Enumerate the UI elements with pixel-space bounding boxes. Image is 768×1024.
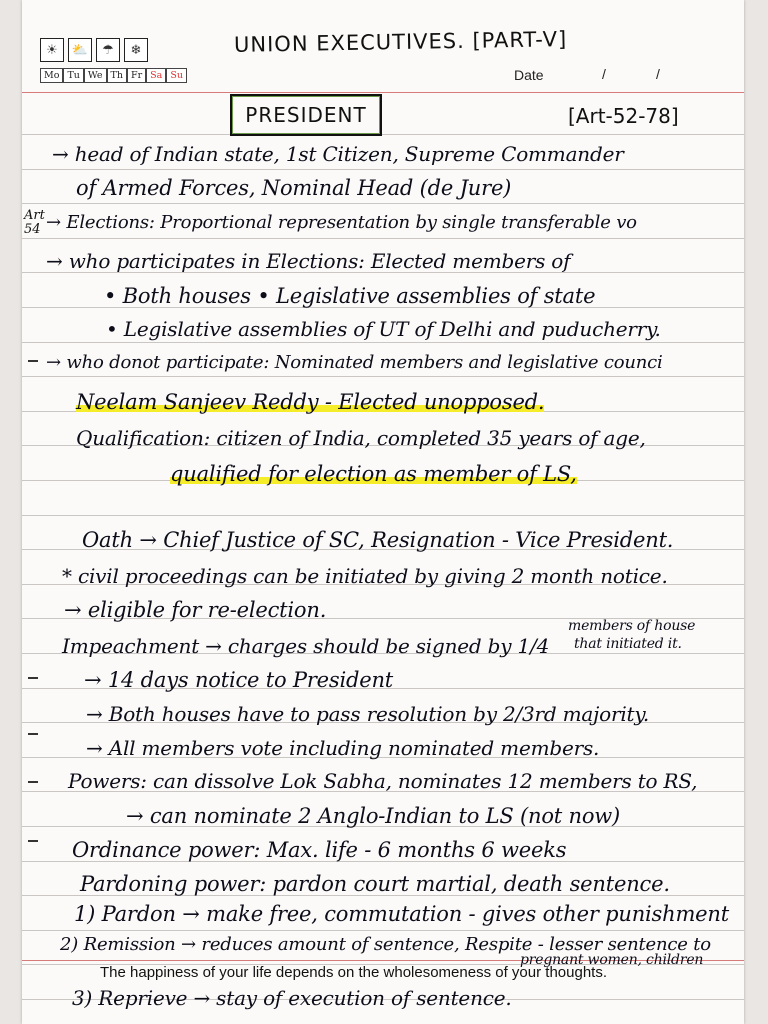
snow-icon: ❄: [124, 38, 148, 62]
note-line-highlighted: qualified for election as member of LS,: [170, 462, 577, 486]
note-line: → Elections: Proportional representation by single transferable vo: [46, 212, 637, 233]
note-line: → 14 days notice to President: [84, 668, 394, 692]
section-heading: PRESIDENT: [230, 94, 382, 136]
ruled-line: [22, 376, 744, 377]
note-line: • Legislative assemblies of UT of Delhi and puducherry.: [106, 317, 661, 341]
rain-icon: ☂: [96, 38, 120, 62]
day-fr: Fr: [127, 68, 146, 83]
article-reference: [Art-52-78]: [568, 104, 679, 128]
day-su: Su: [166, 68, 187, 83]
note-line: Oath → Chief Justice of SC, Resignation - Vice President.: [82, 528, 674, 552]
date-separator-1: /: [602, 66, 606, 82]
day-mo: Mo: [40, 68, 63, 83]
note-line: → can nominate 2 Anglo-Indian to LS (not now): [126, 804, 621, 828]
margin-tick: [28, 360, 38, 362]
margin-tick: [28, 840, 38, 842]
footer-quote: The happiness of your life depends on the wholesomeness of your thoughts.: [100, 964, 607, 981]
note-line: → All members vote including nominated members.: [86, 736, 600, 760]
ruled-line: [22, 930, 744, 931]
margin-note-art: Art: [24, 208, 45, 223]
note-line: Impeachment → charges should be signed by 1/4: [62, 634, 550, 658]
note-line: • Both houses • Legislative assemblies of state: [104, 284, 596, 308]
note-annotation: that initiated it.: [574, 636, 682, 652]
day-tu: Tu: [63, 68, 83, 83]
ruled-line: [22, 515, 744, 516]
header-divider: [22, 92, 744, 93]
note-line: → who donot participate: Nominated members and legislative counci: [46, 352, 663, 373]
note-line: → who participates in Elections: Elected members of: [46, 249, 571, 273]
margin-tick: [28, 781, 38, 783]
note-line: Qualification: citizen of India, completed 35 years of age,: [76, 426, 646, 450]
ruled-line: [22, 238, 744, 239]
page-title: UNION EXECUTIVES. [PART-V]: [233, 27, 568, 57]
note-line: * civil proceedings can be initiated by giving 2 month notice.: [62, 564, 668, 588]
weather-icons: [40, 38, 148, 62]
weekday-selector: [40, 68, 187, 83]
note-annotation: pregnant women, children: [520, 952, 704, 968]
date-separator-2: /: [656, 66, 660, 82]
note-line: → eligible for re-election.: [64, 598, 327, 622]
ruled-line: [22, 134, 744, 135]
note-line-highlighted: Neelam Sanjeev Reddy - Elected unopposed.: [76, 390, 545, 414]
sun-cloud-icon: ⛅: [68, 38, 92, 62]
margin-note-54: 54: [24, 222, 41, 237]
day-sa: Sa: [146, 68, 166, 83]
margin-tick: [28, 733, 38, 735]
notebook-page: [22, 0, 744, 1024]
note-line: Ordinance power: Max. life - 6 months 6 weeks: [72, 838, 567, 862]
note-line: 1) Pardon → make free, commutation - gives other punishment: [74, 902, 729, 926]
note-line: of Armed Forces, Nominal Head (de Jure): [76, 176, 512, 200]
day-th: Th: [107, 68, 127, 83]
note-annotation: members of house: [568, 618, 696, 634]
sun-icon: ☀: [40, 38, 64, 62]
margin-tick: [28, 677, 38, 679]
ruled-line: [22, 203, 744, 204]
note-line: → head of Indian state, 1st Citizen, Supreme Commander: [52, 142, 624, 166]
note-line: Powers: can dissolve Lok Sabha, nominates 12 members to RS,: [68, 769, 698, 793]
note-line: → Both houses have to pass resolution by 2/3rd majority.: [86, 702, 649, 726]
ruled-line: [22, 342, 744, 343]
note-line: Pardoning power: pardon court martial, death sentence.: [80, 872, 670, 896]
date-label: Date: [514, 67, 544, 83]
note-line: 3) Reprieve → stay of execution of sentence.: [72, 986, 512, 1010]
ruled-line: [22, 169, 744, 170]
day-we: We: [84, 68, 107, 83]
note-line: 2) Remission → reduces amount of sentence, Respite - lesser sentence to: [60, 934, 711, 955]
